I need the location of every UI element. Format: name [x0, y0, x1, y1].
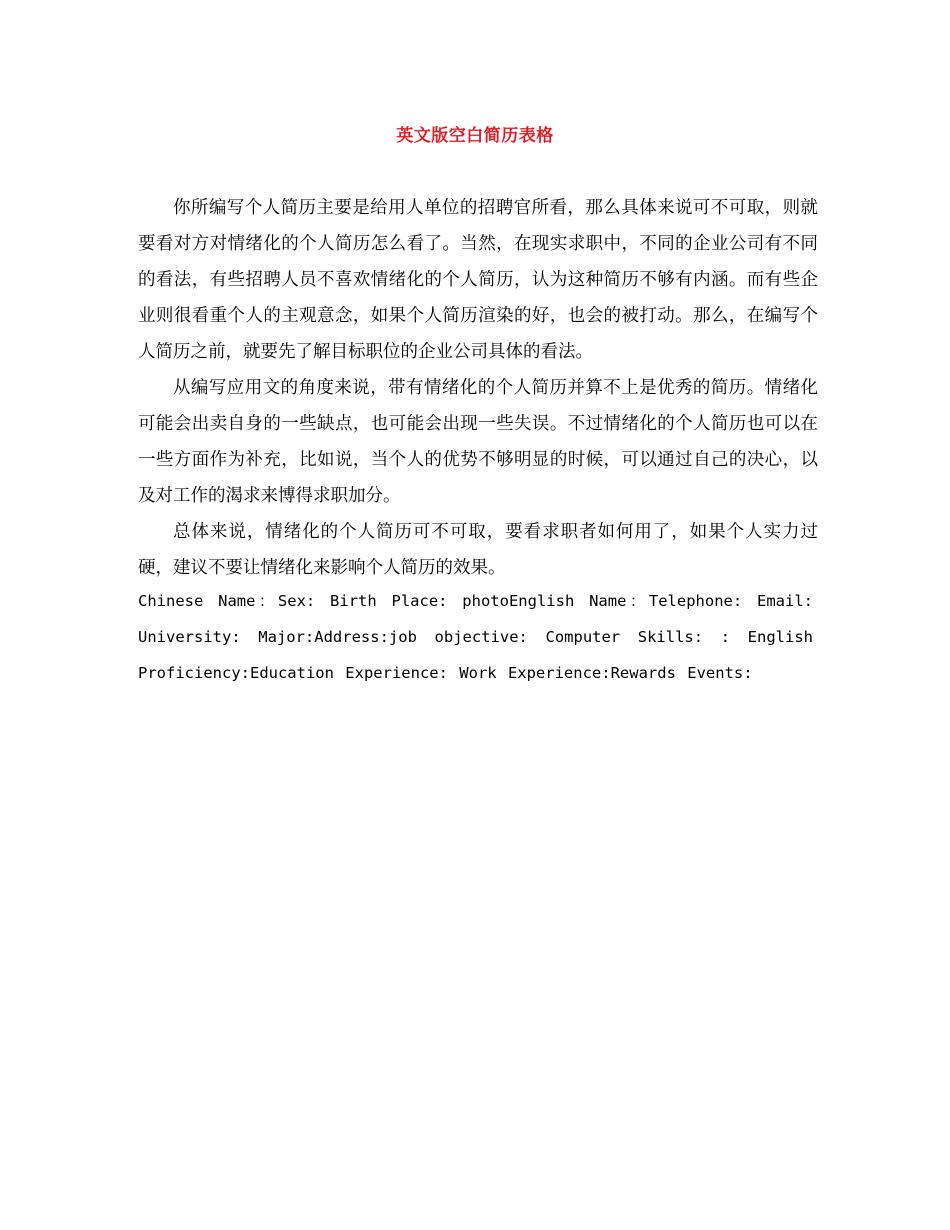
document-body: [138, 190, 818, 586]
english-resume-fields: Chinese Name：Sex: Birth Place: photoEnglish Name：Telephone: Email: University: Major:Address:job objective: Computer Skills: : English Proficiency:Education Experience: Work Experience:Rewards Events:: [138, 592, 813, 682]
paragraph-2: 从编写应用文的角度来说，带有情绪化的个人简历并算不上是优秀的简历。情绪化可能会出卖自身的一些缺点，也可能会出现一些失误。不过情绪化的个人简历也可以在一些方面作为补充，比如说，当个人的优势不够明显的时候，可以通过自己的决心，以及对工作的渴求来博得求职加分。: [138, 378, 818, 506]
document-title: 英文版空白简历表格: [396, 126, 554, 146]
paragraph-1: 你所编写个人简历主要是给用人单位的招聘官所看，那么具体来说可不可取，则就要看对方对情绪化的个人简历怎么看了。当然，在现实求职中，不同的企业公司有不同的看法，有些招聘人员不喜欢情绪化的个人简历，认为这种简历不够有内涵。而有些企业则很看重个人的主观意念，如果个人简历渲染的好，也会的被打动。那么，在编写个人简历之前，就要先了解目标职位的企业公司具体的看法。: [138, 198, 818, 362]
paragraph-3: 总体来说，情绪化的个人简历可不可取，要看求职者如何用了，如果个人实力过硬，建议不要让情绪化来影响个人简历的效果。: [138, 522, 818, 578]
